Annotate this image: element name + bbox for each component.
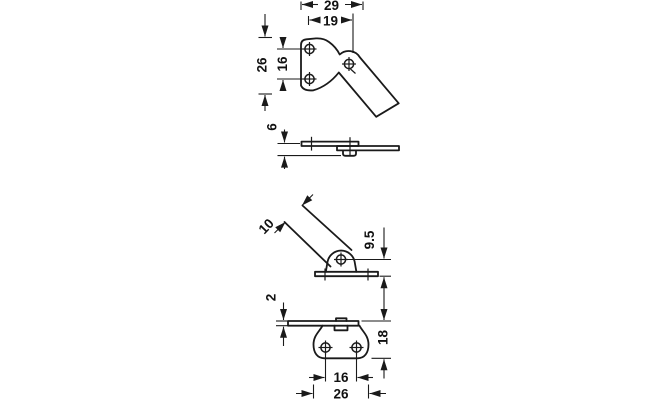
flange-hole-left: [319, 341, 333, 355]
pivot-hole-side: [334, 253, 348, 267]
screw-hole-top: [303, 42, 317, 56]
dim-label-19: 19: [322, 13, 339, 29]
dimension-flange-width: [296, 385, 386, 400]
dimension-overall-width: [301, 0, 363, 13]
dim-label-6: 6: [264, 123, 280, 131]
screw-hole-bottom: [303, 72, 317, 86]
dimension-overall-height: [255, 14, 273, 111]
lower-plate-edge: [337, 146, 399, 150]
dimension-flange-height: [362, 299, 392, 379]
dimension-hole-offset: [309, 14, 354, 54]
dim-label-26-front: 26: [333, 386, 349, 400]
pivot-hole: [342, 57, 356, 71]
plate-and-arm-outline: [301, 38, 399, 116]
arm-upper-edge: [303, 206, 352, 251]
dim-label-10: 10: [255, 215, 277, 237]
view-side-edge: [265, 123, 400, 169]
arm-lower-edge: [285, 222, 331, 267]
dimension-plate-thickness: [264, 294, 288, 346]
dim-label-26: 26: [254, 57, 270, 73]
dimension-arm-width: [256, 195, 313, 237]
dim-label-29: 29: [323, 0, 340, 13]
view-front: [264, 294, 392, 400]
dim-label-2: 2: [263, 293, 279, 302]
view-arm-elevation: [256, 195, 391, 300]
arm-bend-tick: [351, 69, 356, 74]
flange-hole-right: [350, 341, 364, 355]
dim-label-16-front: 16: [333, 370, 349, 385]
dim-label-18: 18: [375, 329, 391, 346]
dim-label-16: 16: [275, 56, 290, 72]
dim-label-9-5: 9.5: [362, 230, 377, 250]
dimension-hole-spacing: [275, 38, 304, 92]
view-top: [255, 0, 399, 117]
